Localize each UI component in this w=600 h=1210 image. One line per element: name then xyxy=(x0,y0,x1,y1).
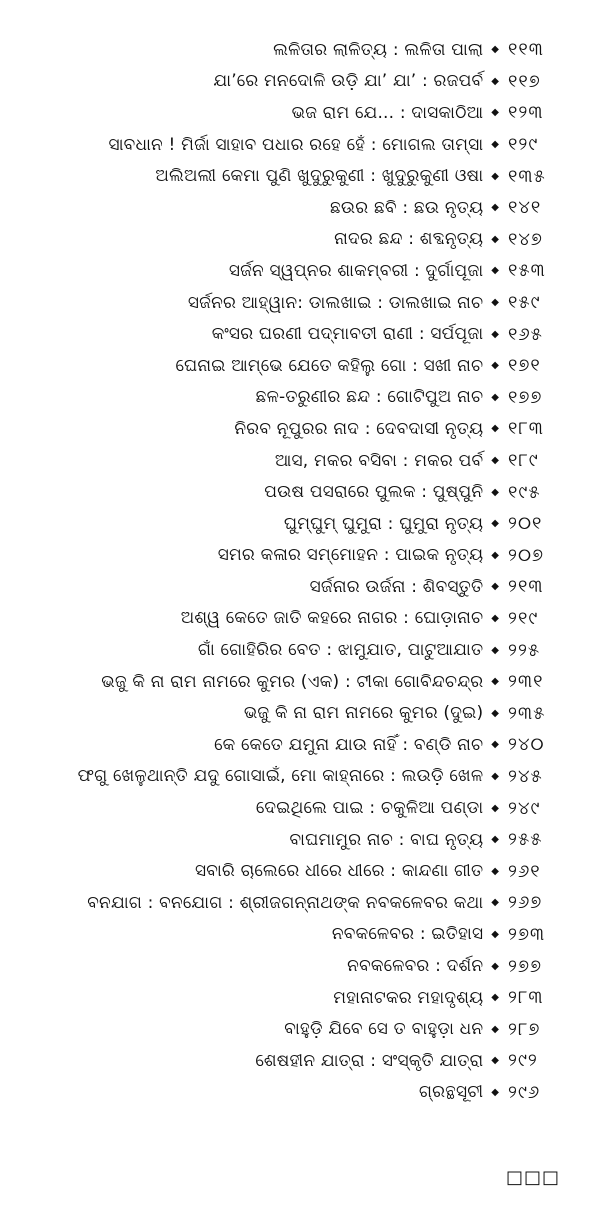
toc-entry-page-number: ୨୮୩ xyxy=(508,987,544,1009)
diamond-bullet-icon: ◆ xyxy=(491,455,499,467)
diamond-bullet-icon: ◆ xyxy=(491,549,499,561)
diamond-bullet-icon: ◆ xyxy=(491,960,499,972)
toc-entry-page-number: ୨୪୦ xyxy=(508,734,545,756)
toc-entry xyxy=(0,34,552,66)
toc-entry xyxy=(0,287,552,319)
toc-entry xyxy=(0,824,552,856)
toc-entry-title: ଘେନାଇ ଆମ୍ଭେ ଯେତେ କହିଲୁ ଗୋ : ସଖୀ ନାଚ xyxy=(175,355,484,376)
diamond-bullet-icon: ◆ xyxy=(491,44,499,56)
diamond-bullet-icon: ◆ xyxy=(491,1055,499,1067)
toc-entry-page-number: ୨୦୧ xyxy=(508,513,543,535)
toc-entry xyxy=(0,887,552,919)
toc-entry xyxy=(0,255,552,287)
diamond-bullet-icon: ◆ xyxy=(491,328,499,340)
toc-entry-title: ବାହୁଡ଼ି ଯିବେ ସେ ତ ବାହୁଡ଼ା ଧନ xyxy=(284,1019,484,1040)
toc-entry-page-number: ୨୩୧ xyxy=(508,671,544,693)
toc-entry xyxy=(0,445,552,477)
toc-entry-title: ବାଘମାମୁର ନାଚ : ବାଘ ନୃତ୍ୟ xyxy=(289,829,484,850)
toc-entry-page-number: ୧୪୧ xyxy=(508,197,542,219)
toc-entry-page-number: ୨୦୭ xyxy=(508,544,545,566)
toc-entry-title: ଶେଷହୀନ ଯାତ୍ରା : ସଂସ୍କୃତି ଯାତ୍ରା xyxy=(255,1050,484,1071)
toc-entry xyxy=(0,1013,552,1045)
toc-entry xyxy=(0,350,552,382)
toc-entry xyxy=(0,603,552,635)
toc-entry xyxy=(0,66,552,98)
toc-entry-page-number: ୧୮୩ xyxy=(508,418,544,440)
toc-entry-page-number: ୨୯୬ xyxy=(508,1081,541,1103)
toc-entry-page-number: ୨୪୯ xyxy=(508,797,541,819)
toc-entry-page-number: ୧୧୭ xyxy=(508,70,541,92)
toc-entry xyxy=(0,1045,552,1077)
diamond-bullet-icon: ◆ xyxy=(491,391,499,403)
toc-entry-title: ସାବଧାନ ! ମିର୍ଜା ସାହାବ ପଧାର ରହେ ହେଁ : ମୋଗଲ ତାମ୍‌ସା xyxy=(108,134,484,155)
diamond-bullet-icon: ◆ xyxy=(491,423,499,435)
diamond-bullet-icon: ◆ xyxy=(491,518,499,530)
toc-entry-page-number: ୨୮୭ xyxy=(508,1018,541,1040)
toc-entry xyxy=(0,1077,552,1109)
toc-entry-title: ଭଜୁ କି ନା ରାମ ନାମରେ କୁମର (ଏକ) : ଟୀକା ଗୋବିନ୍ଦଚନ୍ଦ୍ର xyxy=(101,671,484,692)
toc-entry-title: କଂସର ଘରଣୀ ପଦ୍ମାବତୀ ରାଣୀ : ସର୍ପପୂଜା xyxy=(211,324,484,345)
toc-entry-page-number: ୨୪୫ xyxy=(508,765,543,787)
diamond-bullet-icon: ◆ xyxy=(491,897,499,909)
toc-entry-title: ଛଉର ଛବି : ଛଉ ନୃତ୍ୟ xyxy=(329,197,484,218)
diamond-bullet-icon: ◆ xyxy=(491,1086,499,1098)
toc-entry-title: ନବକଳେବର : ଦର୍ଶନ xyxy=(347,956,484,977)
toc-entry xyxy=(0,129,552,161)
toc-entry xyxy=(0,160,552,192)
diamond-bullet-icon: ◆ xyxy=(491,612,499,624)
end-mark: □□□ xyxy=(505,1167,560,1188)
diamond-bullet-icon: ◆ xyxy=(491,265,499,277)
toc-entry-page-number: ୧୬୫ xyxy=(508,323,543,345)
toc-entry-page-number: ୧୫୩ xyxy=(508,260,546,282)
toc-entry-title: ମହାନାଟକର ମହାଦୃଶ୍ୟ xyxy=(333,987,484,1008)
toc-entry-title: ଛଳ-ତରୁଣୀର ଛନ୍ଦ : ଗୋଟିପୁଅ ନାଚ xyxy=(255,387,484,408)
diamond-bullet-icon: ◆ xyxy=(491,297,499,309)
toc-entry xyxy=(0,792,552,824)
diamond-bullet-icon: ◆ xyxy=(491,581,499,593)
toc-entry-title: ଘୁମ୍‌ଘୁମ୍ ଘୁମୁରା : ଘୁମୁରା ନୃତ୍ୟ xyxy=(283,513,484,534)
toc-entry-title: ସର୍ଜନର ଆହ୍ୱାନ: ଡାଲଖାଇ : ଡାଲଖାଇ ନାଚ xyxy=(187,292,484,313)
toc-entry-page-number: ୨୩୫ xyxy=(508,702,546,724)
toc-entry-page-number: ୧୮୯ xyxy=(508,450,539,472)
toc-entry xyxy=(0,634,552,666)
diamond-bullet-icon: ◆ xyxy=(491,1023,499,1035)
toc-entry-page-number: ୧୪୭ xyxy=(508,228,543,250)
toc-entry-title: ଅଶ୍ୱ କେତେ ଜାତି କହରେ ନାଗର : ଘୋଡ଼ାନାଚ xyxy=(180,608,484,629)
toc-entry xyxy=(0,571,552,603)
toc-entry xyxy=(0,919,552,951)
toc-entry xyxy=(0,318,552,350)
toc-entry xyxy=(0,982,552,1014)
toc-entry xyxy=(0,476,552,508)
table-of-contents xyxy=(0,34,552,1108)
toc-entry xyxy=(0,224,552,256)
toc-entry-title: ବନଯାଗ : ବନଯୋଗ : ଶ୍ରୀଜଗନ୍ନାଥଙ୍କ ନବକଳେବର କଥା xyxy=(87,892,484,913)
toc-entry-page-number: ୨୭୭ xyxy=(508,955,542,977)
toc-entry-title: ସର୍ଜନ ସ୍ୱପ୍ନର ଶାକମ୍ବରୀ : ଦୁର୍ଗାପୂଜା xyxy=(228,260,484,281)
diamond-bullet-icon: ◆ xyxy=(491,170,499,182)
toc-entry-page-number: ୨୨୫ xyxy=(508,639,541,661)
diamond-bullet-icon: ◆ xyxy=(491,992,499,1004)
diamond-bullet-icon: ◆ xyxy=(491,802,499,814)
toc-entry-page-number: ୧୭୧ xyxy=(508,355,541,377)
diamond-bullet-icon: ◆ xyxy=(491,770,499,782)
toc-entry-page-number: ୧୩୫ xyxy=(508,165,546,187)
toc-entry-title: ଫଗୁ ଖେଳୁଥାନ୍ତି ଯଦୁ ଗୋସାଇଁ, ମୋ କାହ୍ନାରେ : ଲଉଡ଼ି ଖେଳ xyxy=(77,766,484,787)
toc-entry-page-number: ୨୫୫ xyxy=(508,829,543,851)
toc-entry xyxy=(0,855,552,887)
diamond-bullet-icon: ◆ xyxy=(491,707,499,719)
toc-entry xyxy=(0,382,552,414)
diamond-bullet-icon: ◆ xyxy=(491,107,499,119)
toc-entry-title: ଯା’ରେ ମନଦୋଳି ଉଡ଼ି ଯା’ ଯା’ : ରଜପର୍ବ xyxy=(213,71,484,92)
toc-entry-title: ନାଦର ଛନ୍ଦ : ଶବ୍ଦନୃତ୍ୟ xyxy=(334,229,484,250)
diamond-bullet-icon: ◆ xyxy=(491,486,499,498)
diamond-bullet-icon: ◆ xyxy=(491,139,499,151)
toc-entry xyxy=(0,729,552,761)
toc-entry-title: ସର୍ଜନାର ଉର୍ଜନା : ଶିବସ୍ତୁତି xyxy=(309,576,484,597)
toc-entry-title: ଅଲିଅଲୀ କେମା ପୁଣି ଖୁଦୁରୁକୁଣୀ : ଖୁଦୁରୁକୁଣୀ ଓଷା xyxy=(155,166,484,187)
toc-entry xyxy=(0,666,552,698)
toc-entry xyxy=(0,761,552,793)
toc-entry xyxy=(0,97,552,129)
toc-entry-title: ପଉଷ ପସରାରେ ପୁଲକ : ପୁଷ୍ପୁନି xyxy=(264,482,484,503)
toc-entry-title: ନିରବ ନୂପୁରର ନାଦ : ଦେବଦାସୀ ନୃତ୍ୟ xyxy=(234,418,484,439)
toc-entry-title: ଲଳିତାର ଲାଳିତ୍ୟ : ଲଳିତା ପାଲା xyxy=(273,39,484,60)
diamond-bullet-icon: ◆ xyxy=(491,75,499,87)
toc-entry-page-number: ୧୨୯ xyxy=(508,134,539,156)
toc-entry-page-number: ୧୨୩ xyxy=(508,102,544,124)
toc-entry-page-number: ୨୬୧ xyxy=(508,860,541,882)
toc-entry-title: ଗାଁ ଗୋହିରିର ବେତ : ଝାମୁଯାତ, ପାଟୁଆଯାତ xyxy=(197,640,484,661)
toc-entry-page-number: ୨୬୭ xyxy=(508,892,543,914)
toc-entry-title: କେ କେତେ ଯମୁନା ଯାଉ ନାହିଁ : ବଣ୍ଡି ନାଚ xyxy=(214,734,484,755)
toc-entry-title: ଦେଇଥିଲେ ପାଇ : ଚକୁଳିଆ ପଣ୍ଡା xyxy=(255,798,484,819)
diamond-bullet-icon: ◆ xyxy=(491,360,499,372)
toc-entry-page-number: ୧୧୩ xyxy=(508,39,544,61)
toc-entry xyxy=(0,697,552,729)
toc-entry-page-number: ୨୧୩ xyxy=(508,576,544,598)
toc-entry-title: ନବକଳେବର : ଇତିହାସ xyxy=(331,924,484,945)
toc-entry-page-number: ୨୯୨ xyxy=(508,1050,538,1072)
diamond-bullet-icon: ◆ xyxy=(491,928,499,940)
diamond-bullet-icon: ◆ xyxy=(491,834,499,846)
toc-entry-title: ସମର କଳାର ସମ୍ମୋହନ : ପାଇକ ନୃତ୍ୟ xyxy=(217,545,484,566)
diamond-bullet-icon: ◆ xyxy=(491,739,499,751)
diamond-bullet-icon: ◆ xyxy=(491,644,499,656)
toc-entry-title: ଭଜ ରାମ ଯେ... : ଦାସକାଠିଆ xyxy=(291,102,484,123)
toc-entry-page-number: ୧୯୫ xyxy=(508,481,541,503)
toc-entry-title: ସବାରି ଚାଲେରେ ଧୀରେ ଧୀରେ : କାନ୍ଦଣା ଗୀତ xyxy=(194,861,484,882)
toc-entry-page-number: ୨୭୩ xyxy=(508,923,546,945)
toc-entry xyxy=(0,413,552,445)
toc-entry xyxy=(0,508,552,540)
toc-entry-page-number: ୧୫୯ xyxy=(508,292,541,314)
diamond-bullet-icon: ◆ xyxy=(491,202,499,214)
toc-entry-title: ଭଜୁ କି ନା ରାମ ନାମରେ କୁମର (ଦୁଇ) xyxy=(243,703,484,724)
toc-entry-page-number: ୧୭୭ xyxy=(508,386,543,408)
toc-entry-title: ଗ୍ରନ୍ଥସୂଚୀ xyxy=(418,1082,484,1103)
toc-entry xyxy=(0,950,552,982)
diamond-bullet-icon: ◆ xyxy=(491,233,499,245)
toc-entry-page-number: ୨୧୯ xyxy=(508,607,539,629)
diamond-bullet-icon: ◆ xyxy=(491,676,499,688)
diamond-bullet-icon: ◆ xyxy=(491,865,499,877)
toc-entry xyxy=(0,192,552,224)
toc-entry xyxy=(0,540,552,572)
toc-entry-title: ଆସ, ମକର ବସିବା : ମକର ପର୍ବ xyxy=(274,450,484,471)
